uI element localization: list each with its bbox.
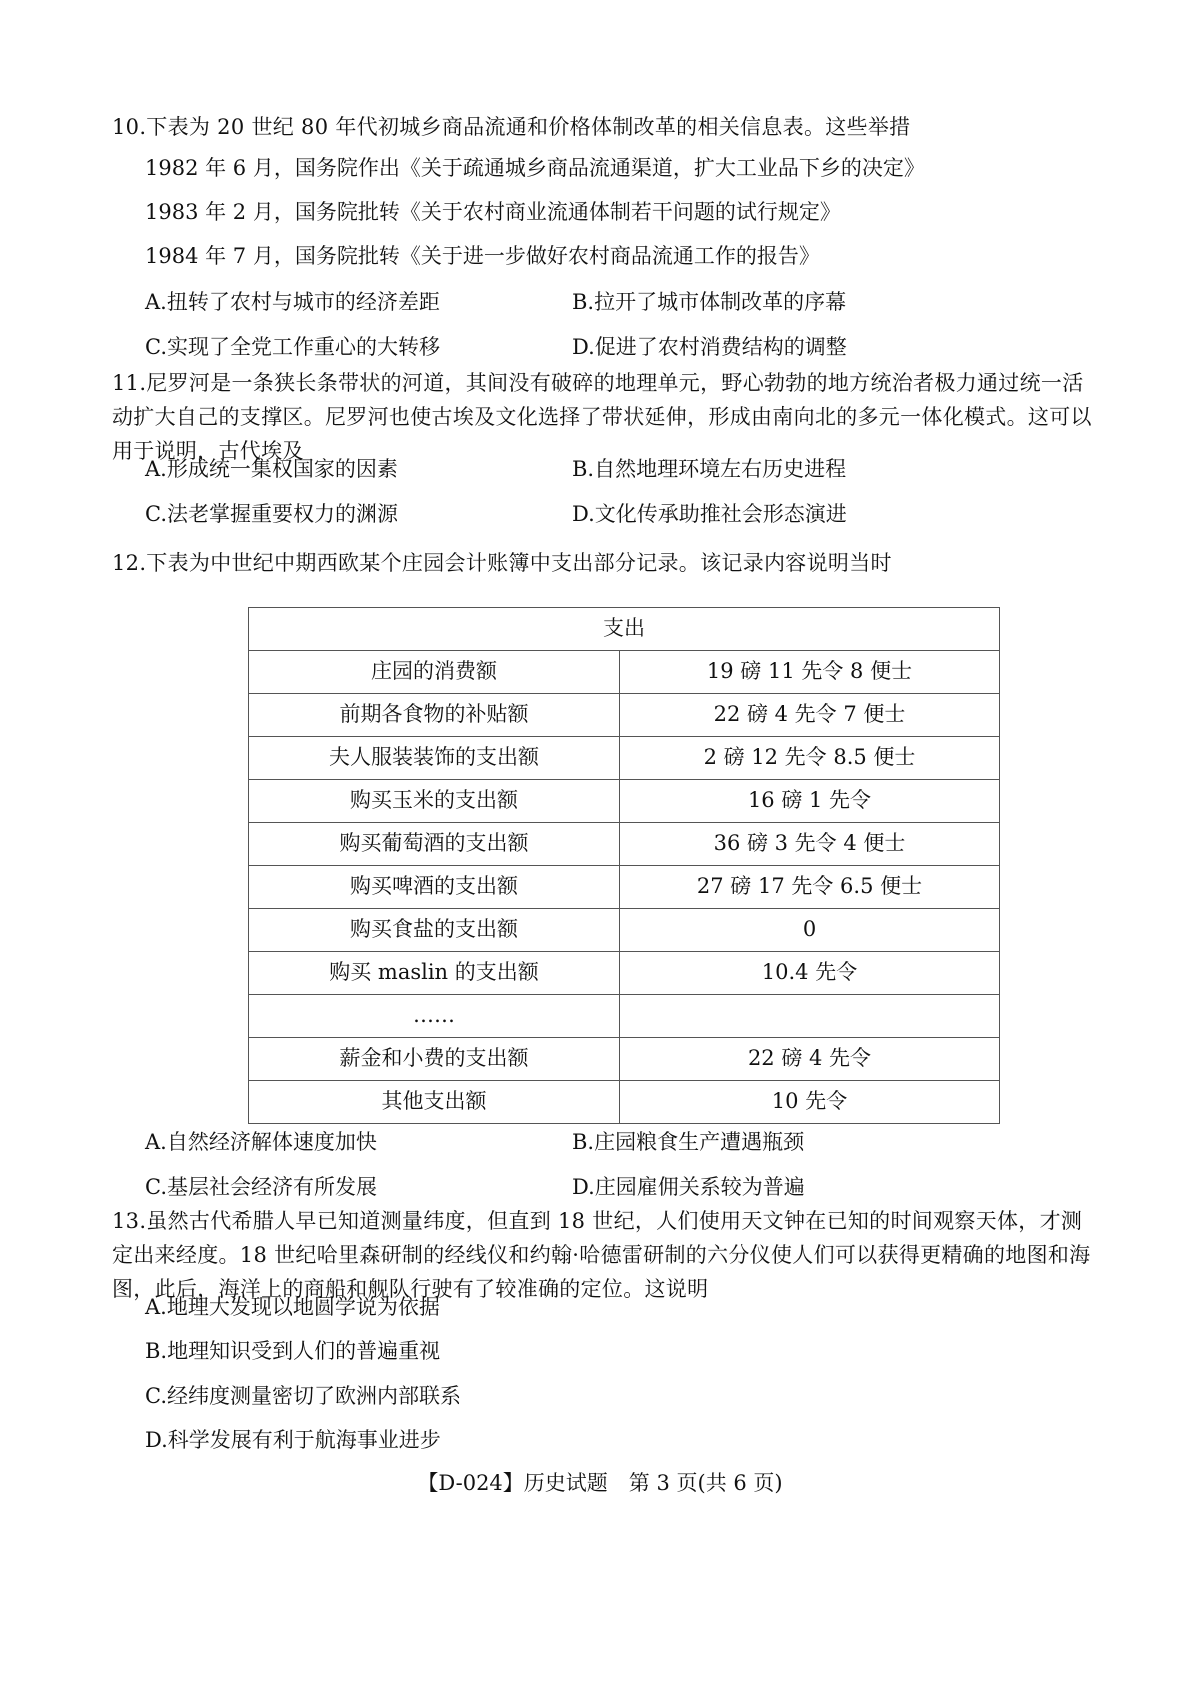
table-cell [620, 995, 1000, 1038]
table-cell: 购买 maslin 的支出额 [249, 952, 620, 995]
option-a: A.形成统一集权国家的因素 [145, 457, 398, 481]
table-row [249, 651, 1000, 694]
option-b: B.地理知识受到人们的普遍重视 [145, 1339, 441, 1363]
table-row [249, 1081, 1000, 1124]
table-cell: 薪金和小费的支出额 [249, 1038, 620, 1081]
question-11-stem [112, 366, 1092, 468]
table-cell: 购买葡萄酒的支出额 [249, 823, 620, 866]
policy-item: 1982 年 6 月，国务院作出《关于疏通城乡商品流通渠道，扩大工业品下乡的决定》 [145, 156, 925, 180]
option-c: C.实现了全党工作重心的大转移 [145, 335, 440, 359]
table-cell: 购买食盐的支出额 [249, 909, 620, 952]
question-12-stem [112, 546, 1092, 580]
question-text: 12.下表为中世纪中期西欧某个庄园会计账簿中支出部分记录。该记录内容说明当时 [112, 551, 892, 575]
table-header: 支出 [249, 608, 1000, 651]
table-cell: 36 磅 3 先令 4 便士 [620, 823, 1000, 866]
table-cell: …… [249, 995, 620, 1038]
option-c: C.基层社会经济有所发展 [145, 1175, 377, 1199]
expense-table [248, 607, 1000, 1124]
table-cell: 夫人服装装饰的支出额 [249, 737, 620, 780]
question-13-stem [112, 1204, 1092, 1306]
option-a: A.自然经济解体速度加快 [145, 1130, 377, 1154]
table-row [249, 694, 1000, 737]
table-cell: 购买啤酒的支出额 [249, 866, 620, 909]
option-c: C.经纬度测量密切了欧洲内部联系 [145, 1384, 461, 1408]
table-cell: 10.4 先令 [620, 952, 1000, 995]
table-cell: 其他支出额 [249, 1081, 620, 1124]
table-cell: 前期各食物的补贴额 [249, 694, 620, 737]
table-row [249, 780, 1000, 823]
option-a: A.地理大发现以地圆学说为依据 [145, 1295, 440, 1319]
table-cell: 19 磅 11 先令 8 便士 [620, 651, 1000, 694]
table-cell: 庄园的消费额 [249, 651, 620, 694]
option-d: D.促进了农村消费结构的调整 [572, 335, 847, 359]
option-d: D.文化传承助推社会形态演进 [572, 502, 847, 526]
question-text: 13.虽然古代希腊人早已知道测量纬度，但直到 18 世纪，人们使用天文钟在已知的时间观察天体，才测定出来经度。18 世纪哈里森研制的经线仪和约翰·哈德雷研制的六分仪使人们可以获得更精确的地图和海图，此后，海洋上的商船和舰队行驶有了较准确的定位。这说明 [112, 1209, 1091, 1301]
page-footer: 【D-024】历史试题 第 3 页(共 6 页) [417, 1471, 783, 1495]
table-cell: 2 磅 12 先令 8.5 便士 [620, 737, 1000, 780]
table-row [249, 866, 1000, 909]
table-cell: 22 磅 4 先令 [620, 1038, 1000, 1081]
option-c: C.法老掌握重要权力的渊源 [145, 502, 398, 526]
table-row [249, 952, 1000, 995]
option-b: B.拉开了城市体制改革的序幕 [572, 290, 847, 314]
table-row [249, 995, 1000, 1038]
table-row [249, 737, 1000, 780]
table-cell: 购买玉米的支出额 [249, 780, 620, 823]
table-row [249, 909, 1000, 952]
question-text: 11.尼罗河是一条狭长条带状的河道，其间没有破碎的地理单元，野心勃勃的地方统治者极力通过统一活动扩大自己的支撑区。尼罗河也使古埃及文化选择了带状延伸，形成由南向北的多元一体化模式。这可以用于说明，古代埃及 [112, 371, 1092, 463]
option-b: B.庄园粮食生产遭遇瓶颈 [572, 1130, 805, 1154]
table-header-row [249, 608, 1000, 651]
table-row [249, 823, 1000, 866]
table-cell: 22 磅 4 先令 7 便士 [620, 694, 1000, 737]
option-a: A.扭转了农村与城市的经济差距 [145, 290, 440, 314]
question-10-stem [112, 110, 1092, 144]
table-cell: 0 [620, 909, 1000, 952]
table-cell: 27 磅 17 先令 6.5 便士 [620, 866, 1000, 909]
option-b: B.自然地理环境左右历史进程 [572, 457, 847, 481]
option-d: D.科学发展有利于航海事业进步 [145, 1428, 441, 1452]
policy-item: 1983 年 2 月，国务院批转《关于农村商业流通体制若干问题的试行规定》 [145, 200, 841, 224]
policy-item: 1984 年 7 月，国务院批转《关于进一步做好农村商品流通工作的报告》 [145, 244, 820, 268]
question-text: 10.下表为 20 世纪 80 年代初城乡商品流通和价格体制改革的相关信息表。这些举措 [112, 115, 911, 139]
table-cell: 10 先令 [620, 1081, 1000, 1124]
table-row [249, 1038, 1000, 1081]
option-d: D.庄园雇佣关系较为普遍 [572, 1175, 805, 1199]
table-cell: 16 磅 1 先令 [620, 780, 1000, 823]
